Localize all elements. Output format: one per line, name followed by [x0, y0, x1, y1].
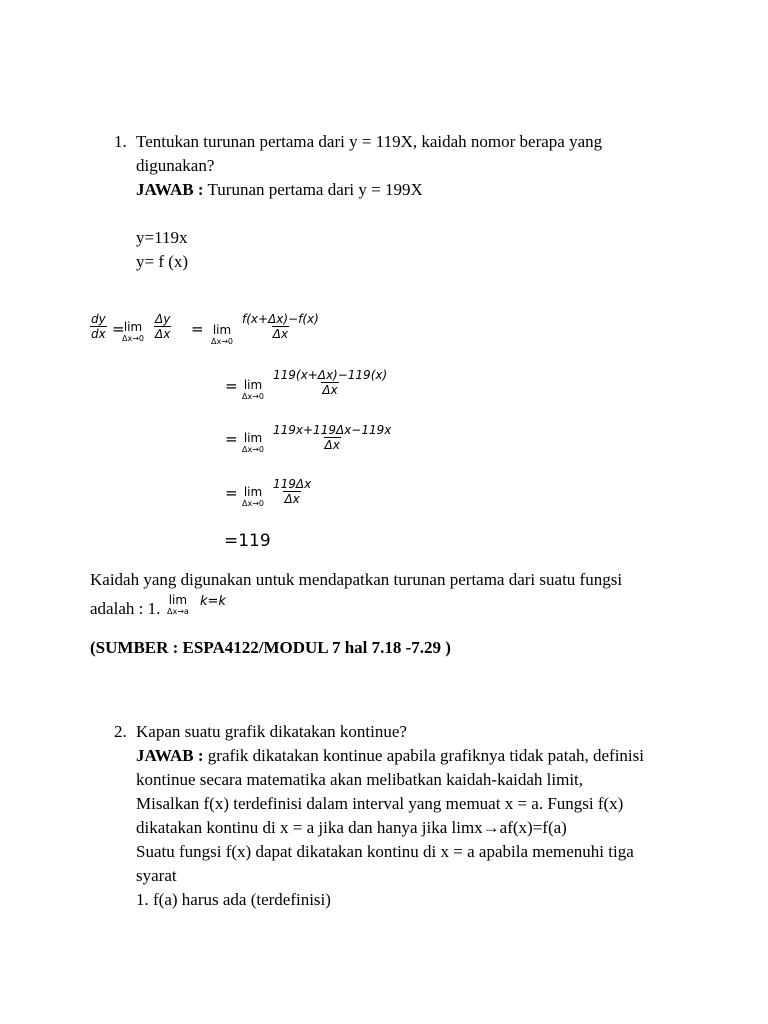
- q1-answer-text: Turunan pertama dari y = 199X: [203, 180, 423, 199]
- q2-answer-label: JAWAB :: [136, 746, 204, 765]
- q1-question-line2: digunakan?: [136, 156, 215, 175]
- q2-answer-line2: kontinue secara matematika akan melibatkan kaidah-kaidah limit,: [136, 770, 584, 789]
- q1-number: 1.: [114, 132, 127, 151]
- q1-step1: y=119x: [136, 228, 188, 247]
- equals-sign: =: [191, 320, 204, 338]
- q1-answer: [136, 178, 423, 202]
- source-citation: (SUMBER : ESPA4122/MODUL 7 hal 7.18 -7.29 ): [90, 638, 451, 657]
- limit-definition-fraction: $\frac{f(x+\Delta x)-f(x)}{\Delta x}$: [242, 312, 319, 341]
- constant-rule-expression: k=k: [200, 594, 226, 609]
- limit-operator: lim Δx→0: [242, 485, 264, 508]
- equals-sign: =: [225, 377, 238, 395]
- equals-sign: =: [225, 430, 238, 448]
- derivation-result: =119: [224, 531, 271, 551]
- equals-sign: =: [225, 484, 238, 502]
- simplified-fraction: $\frac{119\Delta x}{\Delta x}$: [273, 477, 312, 506]
- limit-operator: lim Δx→0: [242, 378, 264, 401]
- q1-question-line1: Tentukan turunan pertama dari y = 119X, kaidah nomor berapa yang: [136, 132, 603, 151]
- q2-question: Kapan suatu grafik dikatakan kontinue?: [136, 722, 407, 741]
- equals-sign: =: [112, 320, 125, 338]
- rule-line2-prefix: adalah : 1.: [90, 599, 161, 618]
- substitution-fraction: $\frac{119(x+\Delta x)-119(x)}{\Delta x}$: [273, 368, 388, 397]
- q2-answer-line1: JAWAB : grafik dikatakan kontinue apabila grafiknya tidak patah, definisi: [136, 746, 644, 765]
- limit-operator: lim Δx→0: [211, 323, 233, 346]
- q2-answer-line6: syarat: [136, 866, 177, 885]
- q1-answer-label: JAWAB :: [136, 180, 204, 199]
- expanded-fraction: $\frac{119x+119\Delta x-119x}{\Delta x}$: [273, 423, 392, 452]
- q2-answer-line4: dikatakan kontinu di x = a jika dan hanya jika limx→af(x)=f(a): [136, 818, 567, 837]
- delta-y-over-delta-x: $\frac{\Delta y}{\Delta x}$: [155, 312, 171, 341]
- q2-answer-line5: Suatu fungsi f(x) dapat dikatakan kontinu di x = a apabila memenuhi tiga: [136, 842, 634, 861]
- dy-dx-fraction: $\frac{dy}{dx}$: [91, 312, 106, 341]
- limit-operator: lim Δx→0: [242, 431, 264, 454]
- limit-operator: lim Δx→0: [122, 320, 144, 343]
- q2-number: 2.: [114, 722, 127, 741]
- q2-answer-line3: Misalkan f(x) terdefinisi dalam interval yang memuat x = a. Fungsi f(x): [136, 794, 624, 813]
- rule-line1: Kaidah yang digunakan untuk mendapatkan turunan pertama dari suatu fungsi: [90, 570, 623, 589]
- q1-step2: y= f (x): [136, 252, 189, 271]
- limit-operator: lim Δx→a: [167, 593, 189, 616]
- q2-answer-line7: 1. f(a) harus ada (terdefinisi): [136, 890, 331, 909]
